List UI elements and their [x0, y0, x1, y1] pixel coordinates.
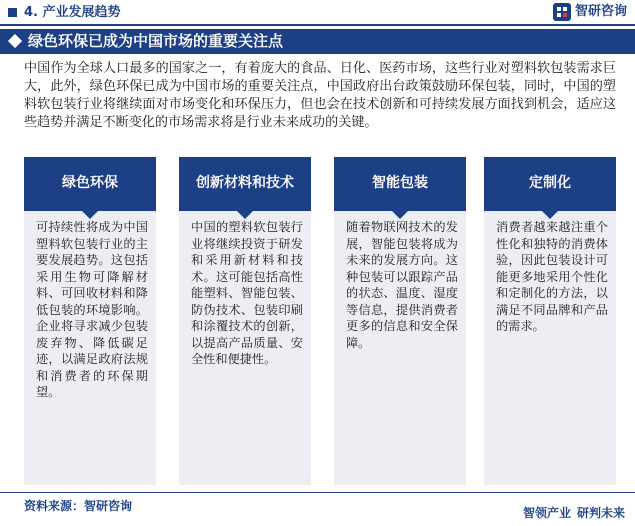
slogan — [523, 505, 625, 521]
card-body: 中国的塑料软包装行业将继续投资于研发和采用新材料和技术。这可能包括高性能塑料、智能包装、防伪技术、包装印刷和涂覆技术的创新，以提高产品质量、安全性和便捷性。 — [191, 220, 303, 366]
card-notch — [82, 211, 98, 219]
card-customization — [484, 157, 616, 485]
card-innovative-materials — [179, 157, 311, 485]
card-header — [334, 157, 466, 211]
header-divider — [0, 24, 635, 26]
brand-name: 智研咨询 — [574, 4, 627, 19]
card-notch — [392, 211, 408, 219]
card-green-environment — [24, 157, 156, 485]
card-notch — [542, 211, 558, 219]
page-title: 绿色环保已成为中国市场的重要关注点 — [28, 32, 284, 50]
brand — [553, 3, 627, 21]
intro-paragraph: 中国作为全球人口最多的国家之一，有着庞大的食品、日化、医药市场，这些行业对塑料软包装需求巨大，此外，绿色环保已成为中国市场的重要关注点，中国政府出台政策鼓励环保包装，同时，中国的塑料软包装行业将继续面对市场变化和环保压力，但也会在技术创新和可持续发展方面找到机会，适应这些趋势并满足不断变化的市场需求将是行业未来成功的关键。 — [24, 61, 616, 130]
section-square-icon — [8, 8, 17, 17]
diamond-icon — [8, 34, 22, 48]
card-header — [24, 157, 156, 211]
section-title: 4. 产业发展趋势 — [24, 5, 121, 20]
card-header — [179, 157, 311, 211]
slogan-right: 研判未来 — [576, 506, 625, 520]
title-band — [0, 29, 635, 54]
card-heading: 创新材料和技术 — [196, 175, 294, 191]
card-smart-packaging — [334, 157, 466, 485]
card-body: 随着物联网技术的发展，智能包装将成为未来的发展方向。这种包装可以跟踪产品的状态、温度、湿度等信息，提供消费者更多的信息和安全保障。 — [346, 220, 458, 350]
footer-divider — [0, 492, 635, 493]
top-header — [0, 0, 635, 26]
brand-logo-icon — [553, 3, 571, 21]
card-body: 可持续性将成为中国塑料软包装行业的主要发展趋势。这包括采用生物可降解材料、可回收材料和降低包装的环境影响。企业将寻求减少包装废弃物、降低碳足迹，以满足政府法规和消费者的环保期望。 — [36, 220, 148, 399]
card-heading: 定制化 — [529, 175, 571, 191]
card-heading: 智能包装 — [372, 175, 428, 191]
source-note: 资料来源：智研咨询 — [24, 499, 133, 513]
card-body: 消费者越来越注重个性化和独特的消费体验，因此包装设计可能更多地采用个性化和定制化的方法，以满足不同品牌和产品的需求。 — [496, 220, 608, 333]
slogan-left: 智领产业 — [522, 506, 571, 520]
card-header — [484, 157, 616, 211]
card-notch — [237, 211, 253, 219]
card-heading: 绿色环保 — [62, 175, 118, 191]
